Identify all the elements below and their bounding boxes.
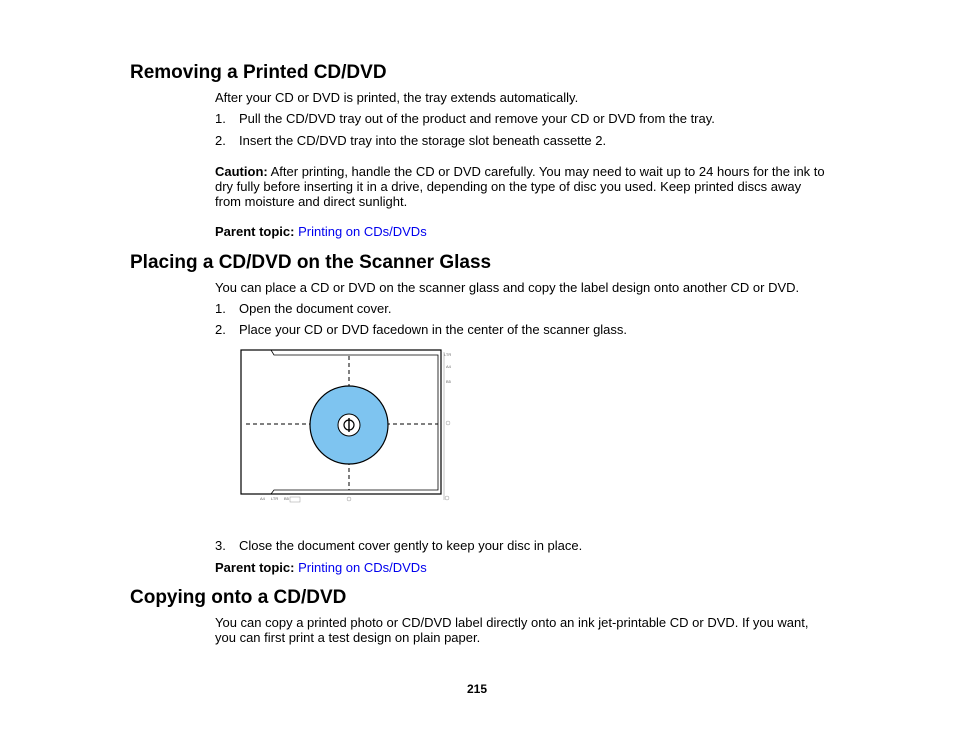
step-number: 3.: [215, 538, 226, 553]
step-number: 1.: [215, 111, 226, 126]
caution-note: [215, 164, 825, 209]
list-item: [215, 111, 715, 126]
bottom-label: B5: [284, 496, 289, 501]
caution-text: After printing, handle the CD or DVD carefully. You may need to wait up to 24 hours for the ink to dry fully before inserting it in a drive, depending on the type of disc you used. Keep printed discs away from moisture and direct sunlight.: [215, 164, 825, 209]
paragraph-intro-placing: You can place a CD or DVD on the scanner glass and copy the label design onto another CD or DVD.: [215, 280, 800, 295]
parent-topic-link[interactable]: Printing on CDs/DVDs: [298, 560, 427, 575]
parent-topic-link[interactable]: Printing on CDs/DVDs: [298, 224, 427, 239]
step-number: 1.: [215, 301, 226, 316]
step-text: Place your CD or DVD facedown in the center of the scanner glass.: [239, 322, 628, 337]
scanner-glass-illustration: [238, 348, 458, 513]
list-item: [215, 322, 627, 337]
caution-label: Caution:: [215, 164, 268, 179]
side-label: B5: [446, 379, 451, 384]
section-heading-placing: Placing a CD/DVD on the Scanner Glass: [130, 252, 492, 273]
section-heading-removing: Removing a Printed CD/DVD: [130, 62, 387, 83]
parent-topic: [215, 224, 825, 239]
bottom-label: A4: [260, 496, 265, 501]
parent-topic-label: Parent topic:: [215, 224, 295, 239]
section-heading-copying: Copying onto a CD/DVD: [130, 587, 347, 608]
list-item: [215, 133, 606, 148]
list-item: [215, 301, 391, 316]
list-item: [215, 538, 582, 553]
step-number: 2.: [215, 133, 226, 148]
step-text: Pull the CD/DVD tray out of the product and remove your CD or DVD from the tray.: [239, 111, 715, 126]
parent-topic: [215, 560, 825, 575]
bottom-label: LTR: [271, 496, 279, 501]
step-text: Close the document cover gently to keep your disc in place.: [239, 538, 583, 553]
scanner-glass-diagram: [238, 348, 458, 508]
step-number: 2.: [215, 322, 226, 337]
paragraph-intro-copying: You can copy a printed photo or CD/DVD label directly onto an ink jet-printable CD or DVD. If you want, you can first print a test design on plain paper.: [215, 615, 809, 645]
paragraph-intro-removing: After your CD or DVD is printed, the tray extends automatically.: [215, 90, 579, 105]
step-text: Insert the CD/DVD tray into the storage slot beneath cassette 2.: [239, 133, 607, 148]
parent-topic-label: Parent topic:: [215, 560, 295, 575]
page-number: 215: [466, 682, 488, 696]
step-text: Open the document cover.: [239, 301, 392, 316]
side-label: A4: [446, 364, 451, 369]
side-label: LTR: [444, 352, 452, 357]
